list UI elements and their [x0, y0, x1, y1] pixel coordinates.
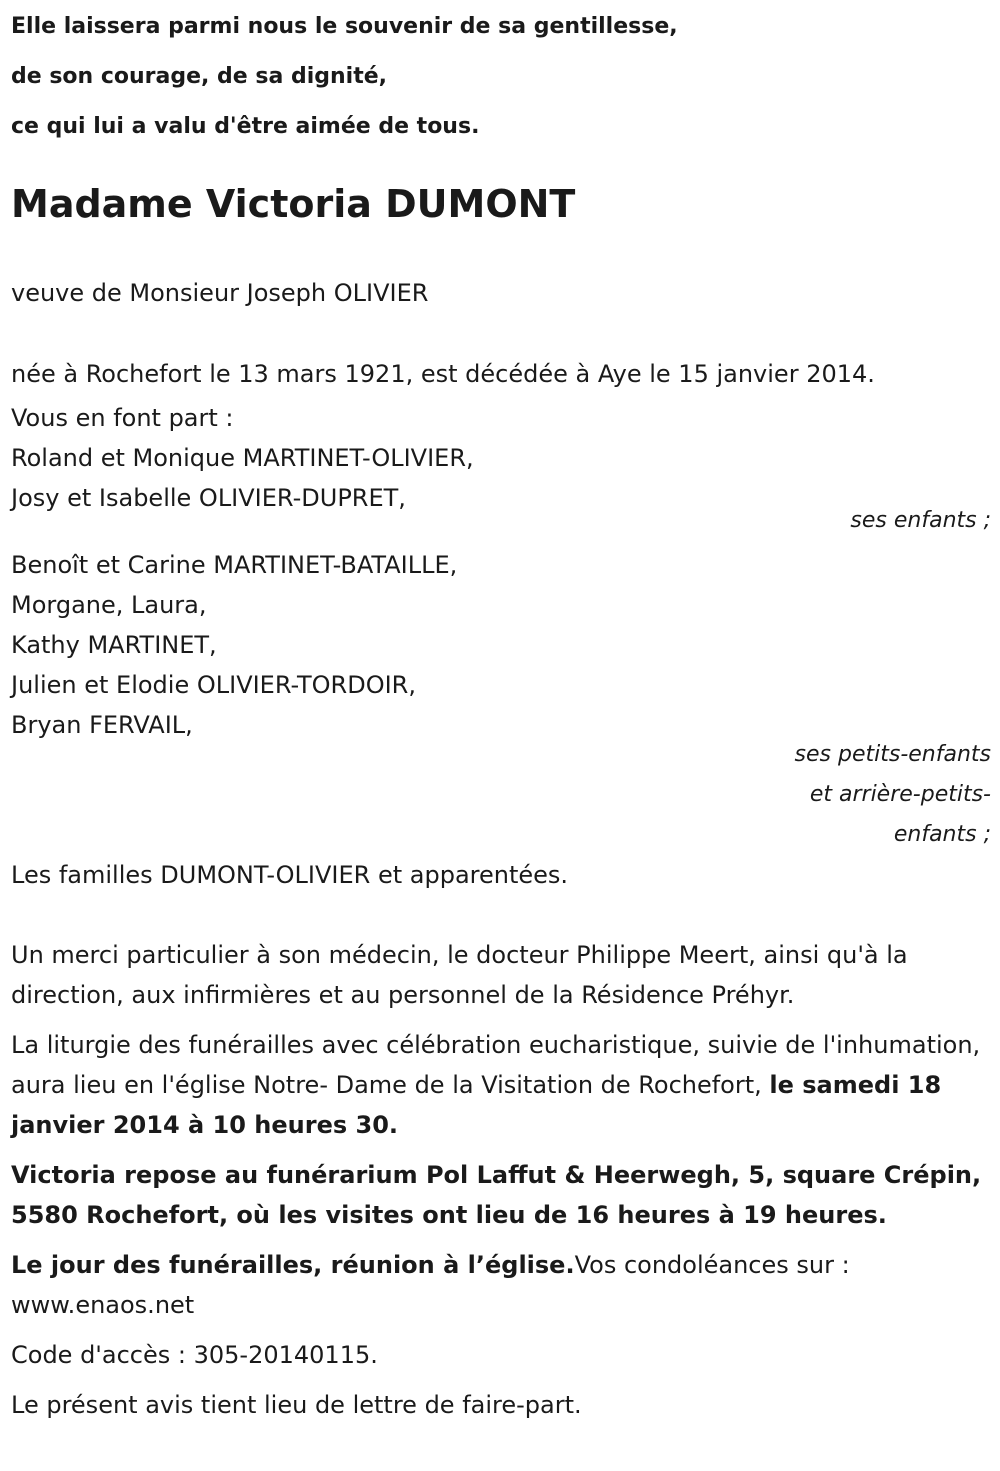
deceased-name: Madame Victoria DUMONT — [11, 182, 576, 226]
grandchild-entry: Julien et Elodie OLIVIER-TORDOIR, — [11, 671, 416, 699]
child-entry: Roland et Monique MARTINET-OLIVIER, — [11, 444, 474, 472]
grandchildren-list — [11, 545, 991, 745]
widow-of-line: veuve de Monsieur Joseph OLIVIER — [11, 279, 429, 307]
quote-line-2: de son courage, de sa dignité, — [11, 64, 388, 89]
grandchild-entry: Bryan FERVAIL, — [11, 711, 193, 739]
grandchild-entry: Morgane, Laura, — [11, 591, 207, 619]
grandchildren-role-line-3: enfants ; — [893, 822, 991, 847]
announce-intro: Vous en font part : — [11, 404, 234, 432]
funerarium-paragraph — [11, 1155, 991, 1235]
grandchildren-role-line-1: ses petits-enfants — [794, 742, 991, 767]
condolences-text: Vos condoléances sur : www.enaos.net — [11, 1251, 850, 1319]
closing-line: Le présent avis tient lieu de lettre de faire-part. — [11, 1391, 582, 1419]
access-code-line: Code d'accès : 305-20140115. — [11, 1341, 378, 1369]
memorial-quote — [11, 0, 991, 152]
liturgy-text: La liturgie des funérailles avec célébration eucharistique, suivie de l'inhumation, aura lieu en l'église Notre- Dame de la Visitation de Rochefort, — [11, 1031, 981, 1099]
grandchildren-role-label — [11, 735, 991, 855]
quote-line-1: Elle laissera parmi nous le souvenir de sa gentillesse, — [11, 14, 678, 39]
birth-death-line: née à Rochefort le 13 mars 1921, est décédée à Aye le 15 janvier 2014. — [11, 360, 875, 388]
quote-line-3: ce qui lui a valu d'être aimée de tous. — [11, 114, 480, 139]
child-entry: Josy et Isabelle OLIVIER-DUPRET, — [11, 484, 406, 512]
reunion-paragraph — [11, 1245, 991, 1325]
thanks-paragraph: Un merci particulier à son médecin, le docteur Philippe Meert, ainsi qu'à la direction, aux infirmières et au personnel de la Résidence Préhyr. — [11, 941, 908, 1009]
grandchildren-role-line-2: et arrière-petits- — [809, 782, 991, 807]
funerarium-text: Victoria repose au funérarium Pol Laffut & Heerwegh, 5, square Crépin, 5580 Rochefort, où les visites ont lieu de 16 heures à 19 heures. — [11, 1161, 982, 1229]
grandchild-entry: Kathy MARTINET, — [11, 631, 217, 659]
reunion-text: Le jour des funérailles, réunion à l’église. — [11, 1251, 575, 1279]
liturgy-date: le samedi 18 janvier 2014 à 10 heures 30. — [11, 1071, 942, 1139]
families-line: Les familles DUMONT-OLIVIER et apparentées. — [11, 861, 569, 889]
liturgy-paragraph — [11, 1025, 991, 1145]
obituary-notice — [11, 0, 991, 1425]
grandchild-entry: Benoît et Carine MARTINET-BATAILLE, — [11, 551, 458, 579]
children-role-label: ses enfants ; — [850, 508, 991, 533]
